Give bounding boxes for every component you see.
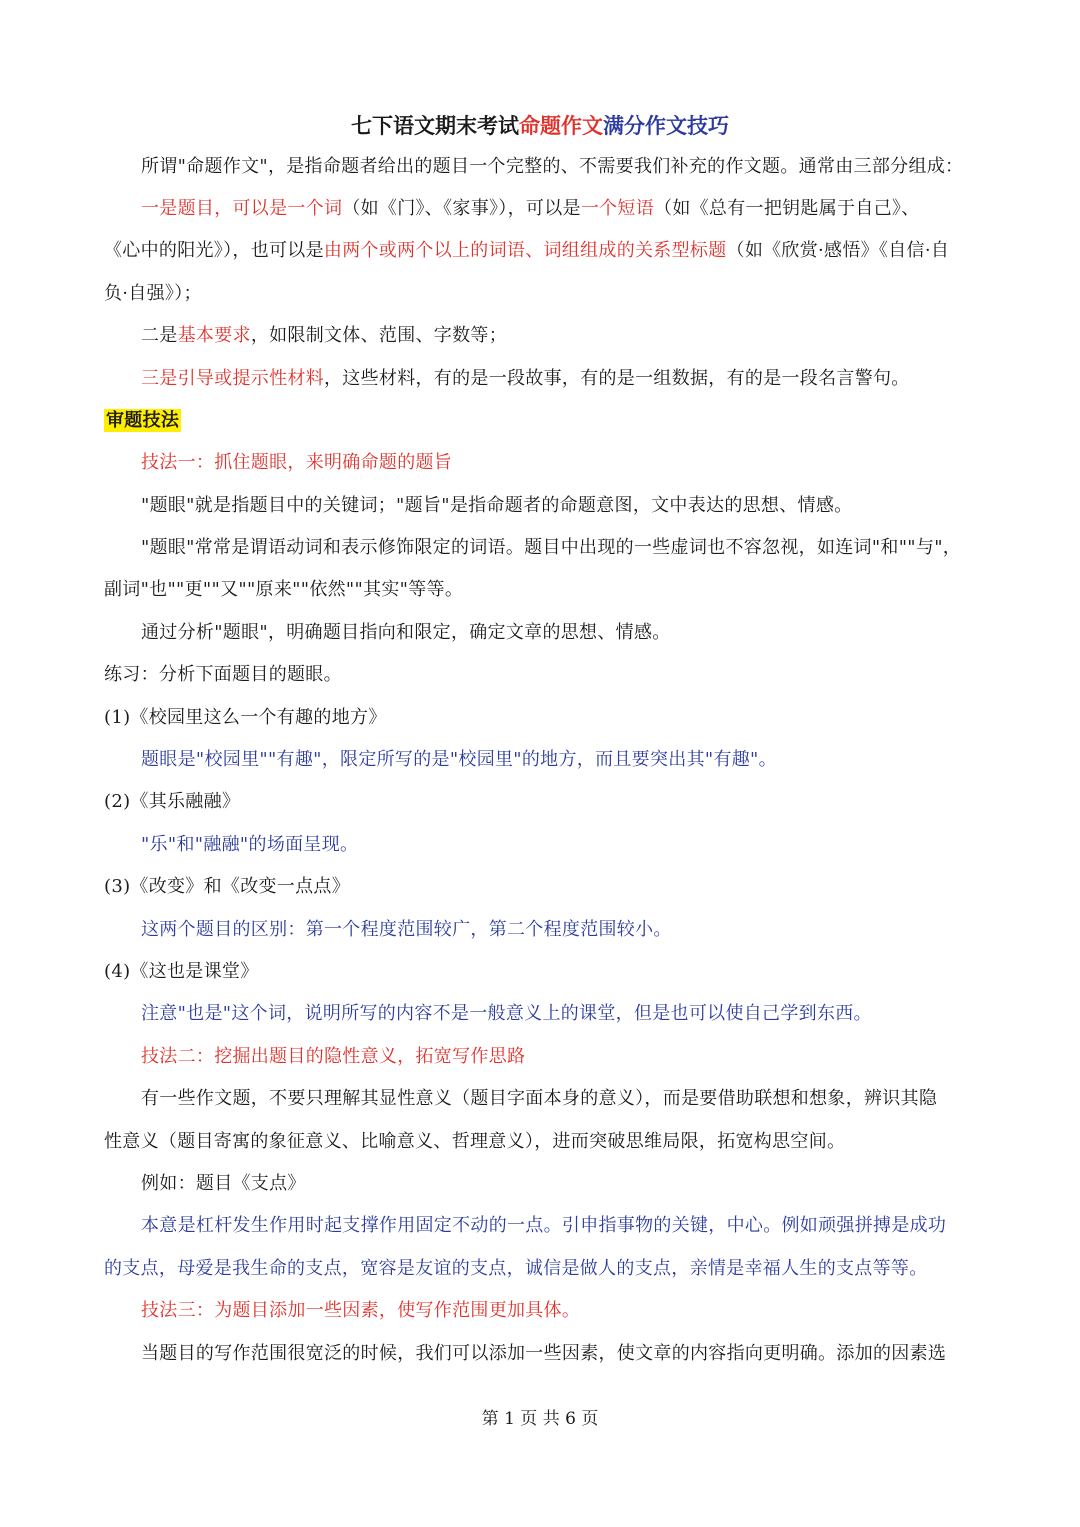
example-label: 例如：题目《支点》 (141, 1173, 306, 1194)
section-heading-highlight: 审题技法 (106, 410, 180, 431)
point-one-red-3: 由两个或两个以上的词语、词组组成的关系型标题 (323, 240, 727, 261)
technique-one-heading: 技法一：抓住题眼，来明确命题的题旨 (141, 452, 453, 473)
page-title (0, 112, 1080, 140)
point-two-dark-1: 二是 (141, 325, 178, 346)
technique-one-paragraph-2-line-1: "题眼"常常是谓语动词和表示修饰限定的词语。题目中出现的一些虚词也不容忽视，如连词"和""与"， (141, 537, 962, 558)
title-part-3: 满分作文技巧 (603, 113, 729, 138)
example-explanation-line-2: 的支点，母爱是我生命的支点，宽容是友谊的支点，诚信是做人的支点，亲情是幸福人生的支点等等。 (104, 1258, 928, 1279)
point-three-dark: ，这些材料，有的是一段故事，有的是一组数据，有的是一段名言警句。 (324, 368, 910, 389)
practice-label: 练习：分析下面题目的题眼。 (104, 664, 342, 685)
title-part-1: 七下语文期末考试 (351, 113, 519, 138)
point-one-dark-4: （如《欣赏·感悟》《自信·自 (726, 240, 950, 261)
point-three-line (141, 367, 910, 391)
practice-question: (3)《改变》和《改变一点点》 (104, 876, 350, 897)
practice-question: (1)《校园里这么一个有趣的地方》 (104, 707, 387, 728)
practice-question: (4)《这也是课堂》 (104, 961, 259, 982)
practice-answer: "乐"和"融融"的场面呈现。 (141, 834, 359, 855)
point-two-red: 基本要求 (177, 325, 251, 346)
technique-one-paragraph-2-line-2: 副词"也""更""又""原来""依然""其实"等等。 (104, 579, 464, 600)
technique-one-paragraph-1: "题眼"就是指题目中的关键词；"题旨"是指命题者的命题意图，文中表达的思想、情感。 (141, 495, 853, 516)
example-explanation-line-1: 本意是杠杆发生作用时起支撑作用固定不动的一点。引申指事物的关键，中心。例如顽强拼搏是成功 (141, 1215, 947, 1236)
technique-three-heading: 技法三：为题目添加一些因素，使写作范围更加具体。 (141, 1300, 581, 1321)
point-two-dark-2: ，如限制文体、范围、字数等； (250, 325, 508, 346)
page-footer: 第 1 页 共 6 页 (481, 1409, 599, 1429)
technique-one-paragraph-3: 通过分析"题眼"，明确题目指向和限定，确定文章的思想、情感。 (141, 622, 671, 643)
practice-question: (2)《其乐融融》 (104, 791, 241, 812)
title-part-2: 命题作文 (519, 113, 603, 138)
point-one-dark-3: 《心中的阳光》），也可以是 (104, 240, 324, 261)
technique-two-paragraph-line-1: 有一些作文题，不要只理解其显性意义（题目字面本身的意义），而是要借助联想和想象，辨识其隐 (141, 1088, 938, 1109)
technique-two-paragraph-line-2: 性意义（题目寄寓的象征意义、比喻意义、哲理意义），进而突破思维局限，拓宽构思空间。 (104, 1131, 846, 1152)
point-one-line-3: 负·自强》）； (104, 283, 202, 304)
point-three-red: 三是引导或提示性材料 (141, 368, 324, 389)
technique-two-heading: 技法二：挖掘出题目的隐性意义，拓宽写作思路 (141, 1046, 526, 1067)
point-two-line (141, 324, 507, 348)
intro-paragraph: 所谓"命题作文"，是指命题者给出的题目一个完整的、不需要我们补充的作文题。通常由三部分组成： (141, 156, 964, 177)
practice-answer: 这两个题目的区别：第一个程度范围较广，第二个程度范围较小。 (141, 919, 672, 940)
practice-answer: 题眼是"校园里""有趣"，限定所写的是"校园里"的地方，而且要突出其"有趣"。 (141, 749, 777, 770)
point-one-dark-2: （如《总有一把钥匙属于自己》、 (654, 198, 920, 219)
point-one-red-1: 一是题目，可以是一个词 (141, 198, 343, 219)
point-one-line-1 (141, 197, 920, 221)
point-one-dark-1: （如《门》、《家事》），可以是 (342, 198, 581, 219)
point-one-red-2: 一个短语 (580, 198, 655, 219)
technique-three-paragraph: 当题目的写作范围很宽泛的时候，我们可以添加一些因素，使文章的内容指向更明确。添加的因素选 (141, 1343, 947, 1364)
section-heading-line (104, 409, 181, 433)
point-one-line-2 (104, 239, 949, 263)
practice-answer: 注意"也是"这个词，说明所写的内容不是一般意义上的课堂，但是也可以使自己学到东西。 (141, 1003, 872, 1024)
